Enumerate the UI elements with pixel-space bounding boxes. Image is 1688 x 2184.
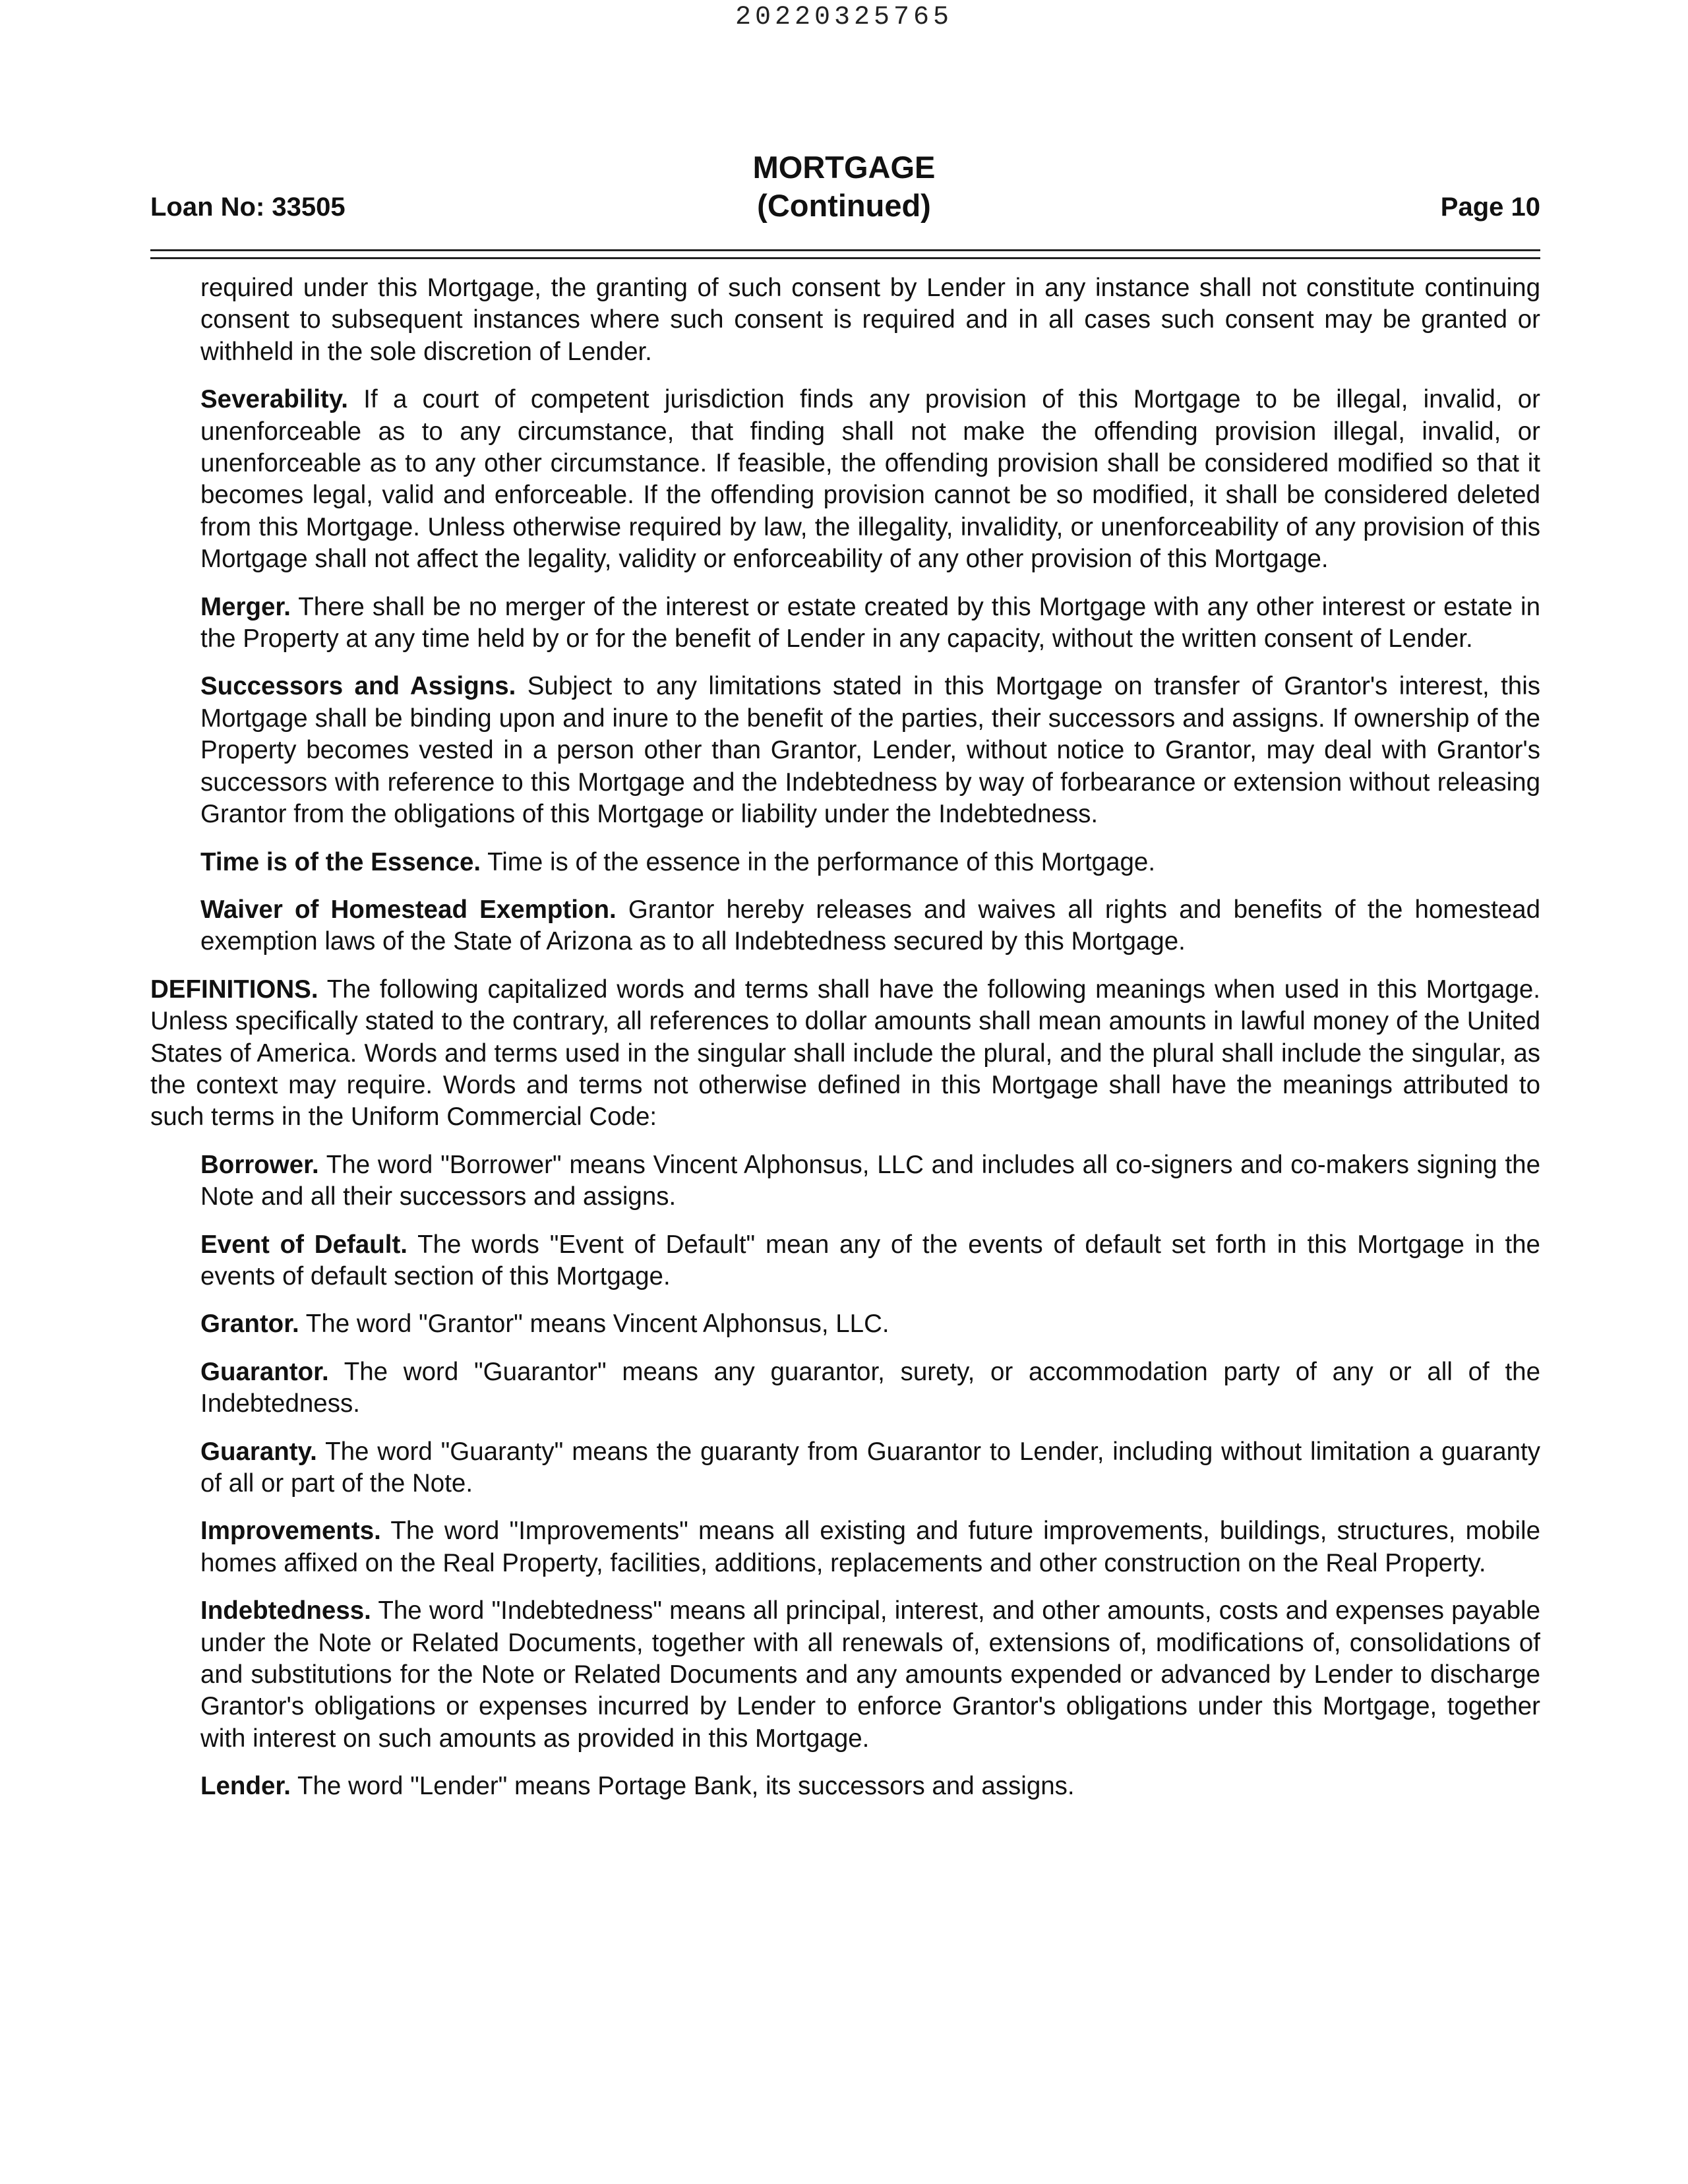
paragraph-time-of-essence xyxy=(150,847,1540,878)
definition-text: The words "Event of Default" mean any of the events of default set forth in this Mortgage in the events of default section of this Mortgage. xyxy=(200,1230,1540,1290)
definition-term: Event of Default. xyxy=(200,1230,407,1259)
definition-guaranty xyxy=(150,1436,1540,1500)
paragraph-text: Grantor hereby releases and waives all rights and benefits of the homestead exemption laws of the State of Arizona as to all Indebtedness secured by this Mortgage. xyxy=(200,895,1540,956)
document-subtitle: (Continued) xyxy=(757,188,931,223)
paragraph-label: Merger. xyxy=(200,592,291,621)
paragraph-label: Time is of the Essence. xyxy=(200,847,481,876)
document-body xyxy=(150,272,1540,1819)
paragraph-consent-continued xyxy=(150,272,1540,368)
paragraph-label: Successors and Assigns. xyxy=(200,672,516,701)
paragraph-text: Time is of the essence in the performance of this Mortgage. xyxy=(487,847,1156,876)
definition-text: The word "Guarantor" means any guarantor, surety, or accommodation party of any or all of the Indebtedness. xyxy=(200,1357,1540,1418)
section-heading: DEFINITIONS. xyxy=(150,975,318,1004)
definition-term: Lender. xyxy=(200,1772,291,1801)
paragraph-label: Waiver of Homestead Exemption. xyxy=(200,895,617,924)
paragraph-successors-and-assigns xyxy=(150,671,1540,830)
definition-term: Guarantor. xyxy=(200,1357,329,1386)
definition-text: The word "Indebtedness" means all principal, interest, and other amounts, costs and expenses payable under the Note or Related Documents, together with all renewals of, extensions of, modifications of, consolidations of and substitutions for the Note or Related Documents and any amounts expended or advanced by Lender to discharge Grantor's obligations or expenses incurred by Lender to enforce Grantor's obligations under this Mortgage, together with interest on such amounts as provided in this Mortgage. xyxy=(200,1596,1540,1753)
document-title: MORTGAGE xyxy=(752,150,936,185)
header-rule-top xyxy=(150,249,1540,251)
paragraph-text: The following capitalized words and terms shall have the following meanings when used in this Mortgage. Unless specifically stated to the contrary, all references to dollar amounts shall mean amounts in lawful money of the United States of America. Words and terms used in the singular shall include the plural, and the plural shall include the singular, as the context may require. Words and terms not otherwise defined in this Mortgage shall have the meanings attributed to such terms in the Uniform Commercial Code: xyxy=(150,975,1540,1132)
definition-term: Improvements. xyxy=(200,1517,381,1546)
definition-term: Borrower. xyxy=(200,1150,319,1179)
record-number: 20220325765 xyxy=(735,3,953,32)
header-rule-bottom xyxy=(150,257,1540,259)
page-number: Page 10 xyxy=(1440,193,1540,222)
definition-term: Grantor. xyxy=(200,1310,299,1339)
paragraph-label: Severability. xyxy=(200,385,348,414)
loan-number: Loan No: 33505 xyxy=(150,193,346,222)
definition-indebtedness xyxy=(150,1595,1540,1755)
definition-term: Indebtedness. xyxy=(200,1596,371,1625)
paragraph-severability xyxy=(150,384,1540,575)
definition-lender xyxy=(150,1771,1540,1802)
definition-text: The word "Improvements" means all existing and future improvements, buildings, structures, mobile homes affixed on the Real Property, facilities, additions, replacements and other construction on the Real Property. xyxy=(200,1517,1540,1577)
definition-text: The word "Grantor" means Vincent Alphonsus, LLC. xyxy=(305,1310,889,1339)
paragraph-text: required under this Mortgage, the granting of such consent by Lender in any instance shall not constitute continuing consent to subsequent instances where such consent is required and in all cases such consent may be granted or withheld in the sole discretion of Lender. xyxy=(200,274,1540,366)
paragraph-homestead-waiver xyxy=(150,894,1540,958)
definition-text: The word "Guaranty" means the guaranty from Guarantor to Lender, including without limitation a guaranty of all or part of the Note. xyxy=(200,1437,1540,1498)
paragraph-text: Subject to any limitations stated in this Mortgage on transfer of Grantor's interest, this Mortgage shall be binding upon and inure to the benefit of the parties, their successors and assigns. If ownership of the Property becomes vested in a person other than Grantor, Lender, without notice to Grantor, may deal with Grantor's successors with reference to this Mortgage and the Indebtedness by way of forbearance or extension without releasing Grantor from the obligations of this Mortgage or liability under the Indebtedness. xyxy=(200,672,1540,829)
paragraph-text: If a court of competent jurisdiction finds any provision of this Mortgage to be illegal, invalid, or unenforceable as to any circumstance, that finding shall not make the offending provision illegal, invalid, or unenforceable as to any other circumstance. If feasible, the offending provision shall be considered modified so that it becomes legal, valid and enforceable. If the offending provision cannot be so modified, it shall be considered deleted from this Mortgage. Unless otherwise required by law, the illegality, invalidity, or unenforceability of any provision of this Mortgage shall not affect the legality, validity or enforceability of any other provision of this Mortgage. xyxy=(200,385,1540,574)
definition-text: The word "Lender" means Portage Bank, its successors and assigns. xyxy=(297,1772,1075,1801)
definition-grantor xyxy=(150,1308,1540,1340)
definition-event-of-default xyxy=(150,1229,1540,1293)
paragraph-text: There shall be no merger of the interest or estate created by this Mortgage with any other interest or estate in the Property at any time held by or for the benefit of Lender in any capacity, without the written consent of Lender. xyxy=(200,592,1540,653)
definition-term: Guaranty. xyxy=(200,1437,317,1466)
definition-improvements xyxy=(150,1515,1540,1579)
section-definitions xyxy=(150,974,1540,1134)
paragraph-merger xyxy=(150,592,1540,655)
definition-guarantor xyxy=(150,1356,1540,1420)
definition-borrower xyxy=(150,1149,1540,1213)
definition-text: The word "Borrower" means Vincent Alphonsus, LLC and includes all co-signers and co-makers signing the Note and all their successors and assigns. xyxy=(200,1150,1540,1211)
